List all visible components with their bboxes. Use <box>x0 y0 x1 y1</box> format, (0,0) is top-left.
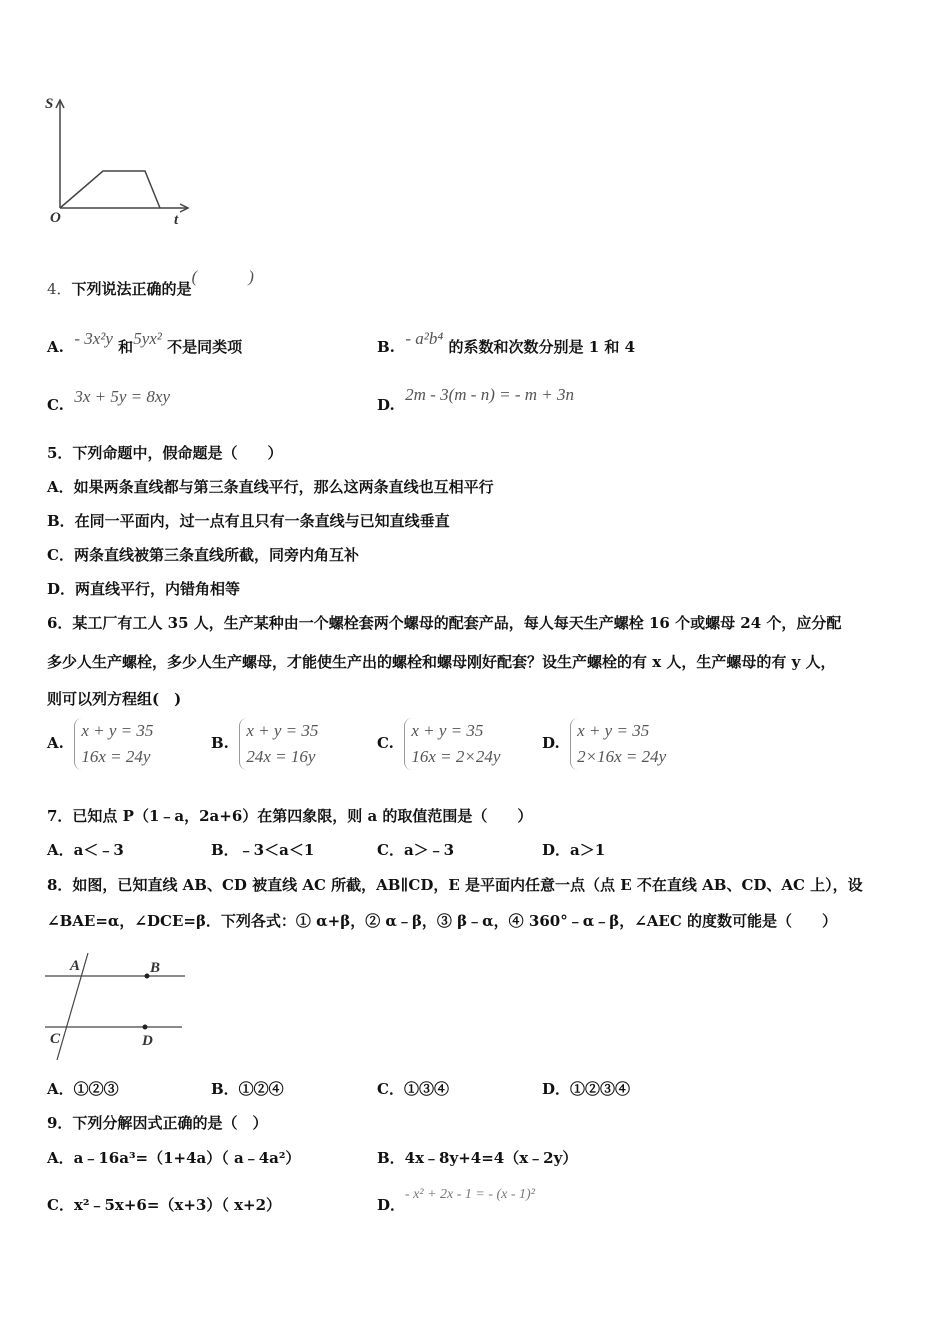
q6-line: 多少人生产螺栓，多少人生产螺母，才能使生产出的螺栓和螺母刚好配套？设生产螺栓的有 x 人，生产螺母的有 y 人， <box>47 653 836 671</box>
q4-option-c: C. 3x + 5y = 8xy <box>47 387 170 414</box>
point-b-label: B <box>150 960 161 976</box>
q8-option-c: C．①③④ <box>377 1080 449 1098</box>
q4-option-b: B. - a²b⁴ 的系数和次数分别是 1 和 4 <box>377 329 636 356</box>
q8-option-d: D．①②③④ <box>542 1080 631 1098</box>
q9-stem: 9．下列分解因式正确的是（ ） <box>47 1114 268 1132</box>
q6-option-b: B. x + y = 35 24x = 16y <box>211 718 318 770</box>
q9-option-a: A．a﹣16a³=（1+4a）（ a﹣4a²） <box>47 1149 301 1167</box>
parallel-lines-figure <box>40 945 200 1070</box>
q5-option-c: C．两条直线被第三条直线所截，同旁内角互补 <box>47 546 359 564</box>
q6-line: 6．某工厂有工人 35 人，生产某种由一个螺栓套两个螺母的配套产品，每人每天生产螺栓 16 个或螺母 24 个，应分配 <box>47 614 842 632</box>
q7-option-a: A．a＜﹣3 <box>47 841 124 859</box>
q7-option-d: D．a＞1 <box>542 841 606 859</box>
y-axis-label: S <box>45 96 54 112</box>
q4-option-d: D. 2m - 3(m - n) = - m + 3n <box>377 385 574 414</box>
q7-option-c: C．a＞﹣3 <box>377 841 455 859</box>
q8-line: 8．如图，已知直线 AB、CD 被直线 AC 所截，AB∥CD，E 是平面内任意一点（点 E 不在直线 AB、CD、AC 上），设 <box>47 876 863 894</box>
q9-option-c: C．x²﹣5x+6=（x+3）（ x+2） <box>47 1196 282 1214</box>
point-d-label: D <box>142 1033 153 1049</box>
q7-option-b: B．﹣3＜a＜1 <box>211 841 315 859</box>
q6-option-a: A. x + y = 35 16x = 24y <box>47 718 153 770</box>
q5-option-d: D．两直线平行，内错角相等 <box>47 580 241 598</box>
point-a-label: A <box>70 958 81 974</box>
q9-option-d: D．- x² + 2x - 1 = - (x - 1)² <box>377 1187 535 1214</box>
q9-option-b: B．4x﹣8y+4=4（x﹣2y） <box>377 1149 578 1167</box>
q8-option-a: A．①②③ <box>47 1080 119 1098</box>
origin-label: O <box>50 210 61 226</box>
q8-option-b: B．①②④ <box>211 1080 284 1098</box>
x-axis-label: t <box>174 212 179 228</box>
q5-option-b: B．在同一平面内，过一点有且只有一条直线与已知直线垂直 <box>47 512 450 530</box>
point-c-label: C <box>50 1031 61 1047</box>
distance-time-graph <box>40 90 200 230</box>
q5-stem: 5．下列命题中，假命题是（ ） <box>47 444 283 462</box>
q7-stem: 7．已知点 P（1﹣a，2a+6）在第四象限，则 a 的取值范围是（ ） <box>47 807 533 825</box>
q6-option-d: D. x + y = 35 2×16x = 24y <box>542 718 666 770</box>
q4-option-a: A. - 3x²y 和5yx² 不是同类项 <box>47 329 243 356</box>
q4-stem: 4．下列说法正确的是( ) <box>47 267 254 298</box>
q8-line: ∠BAE=α，∠DCE=β．下列各式：① α+β，② α﹣β，③ β﹣α，④ 360°﹣α﹣β，∠AEC 的度数可能是（ ） <box>47 912 837 930</box>
q5-option-a: A．如果两条直线都与第三条直线平行，那么这两条直线也互相平行 <box>47 478 494 496</box>
q6-option-c: C. x + y = 35 16x = 2×24y <box>377 718 500 770</box>
q6-line: 则可以列方程组( ) <box>47 690 182 708</box>
